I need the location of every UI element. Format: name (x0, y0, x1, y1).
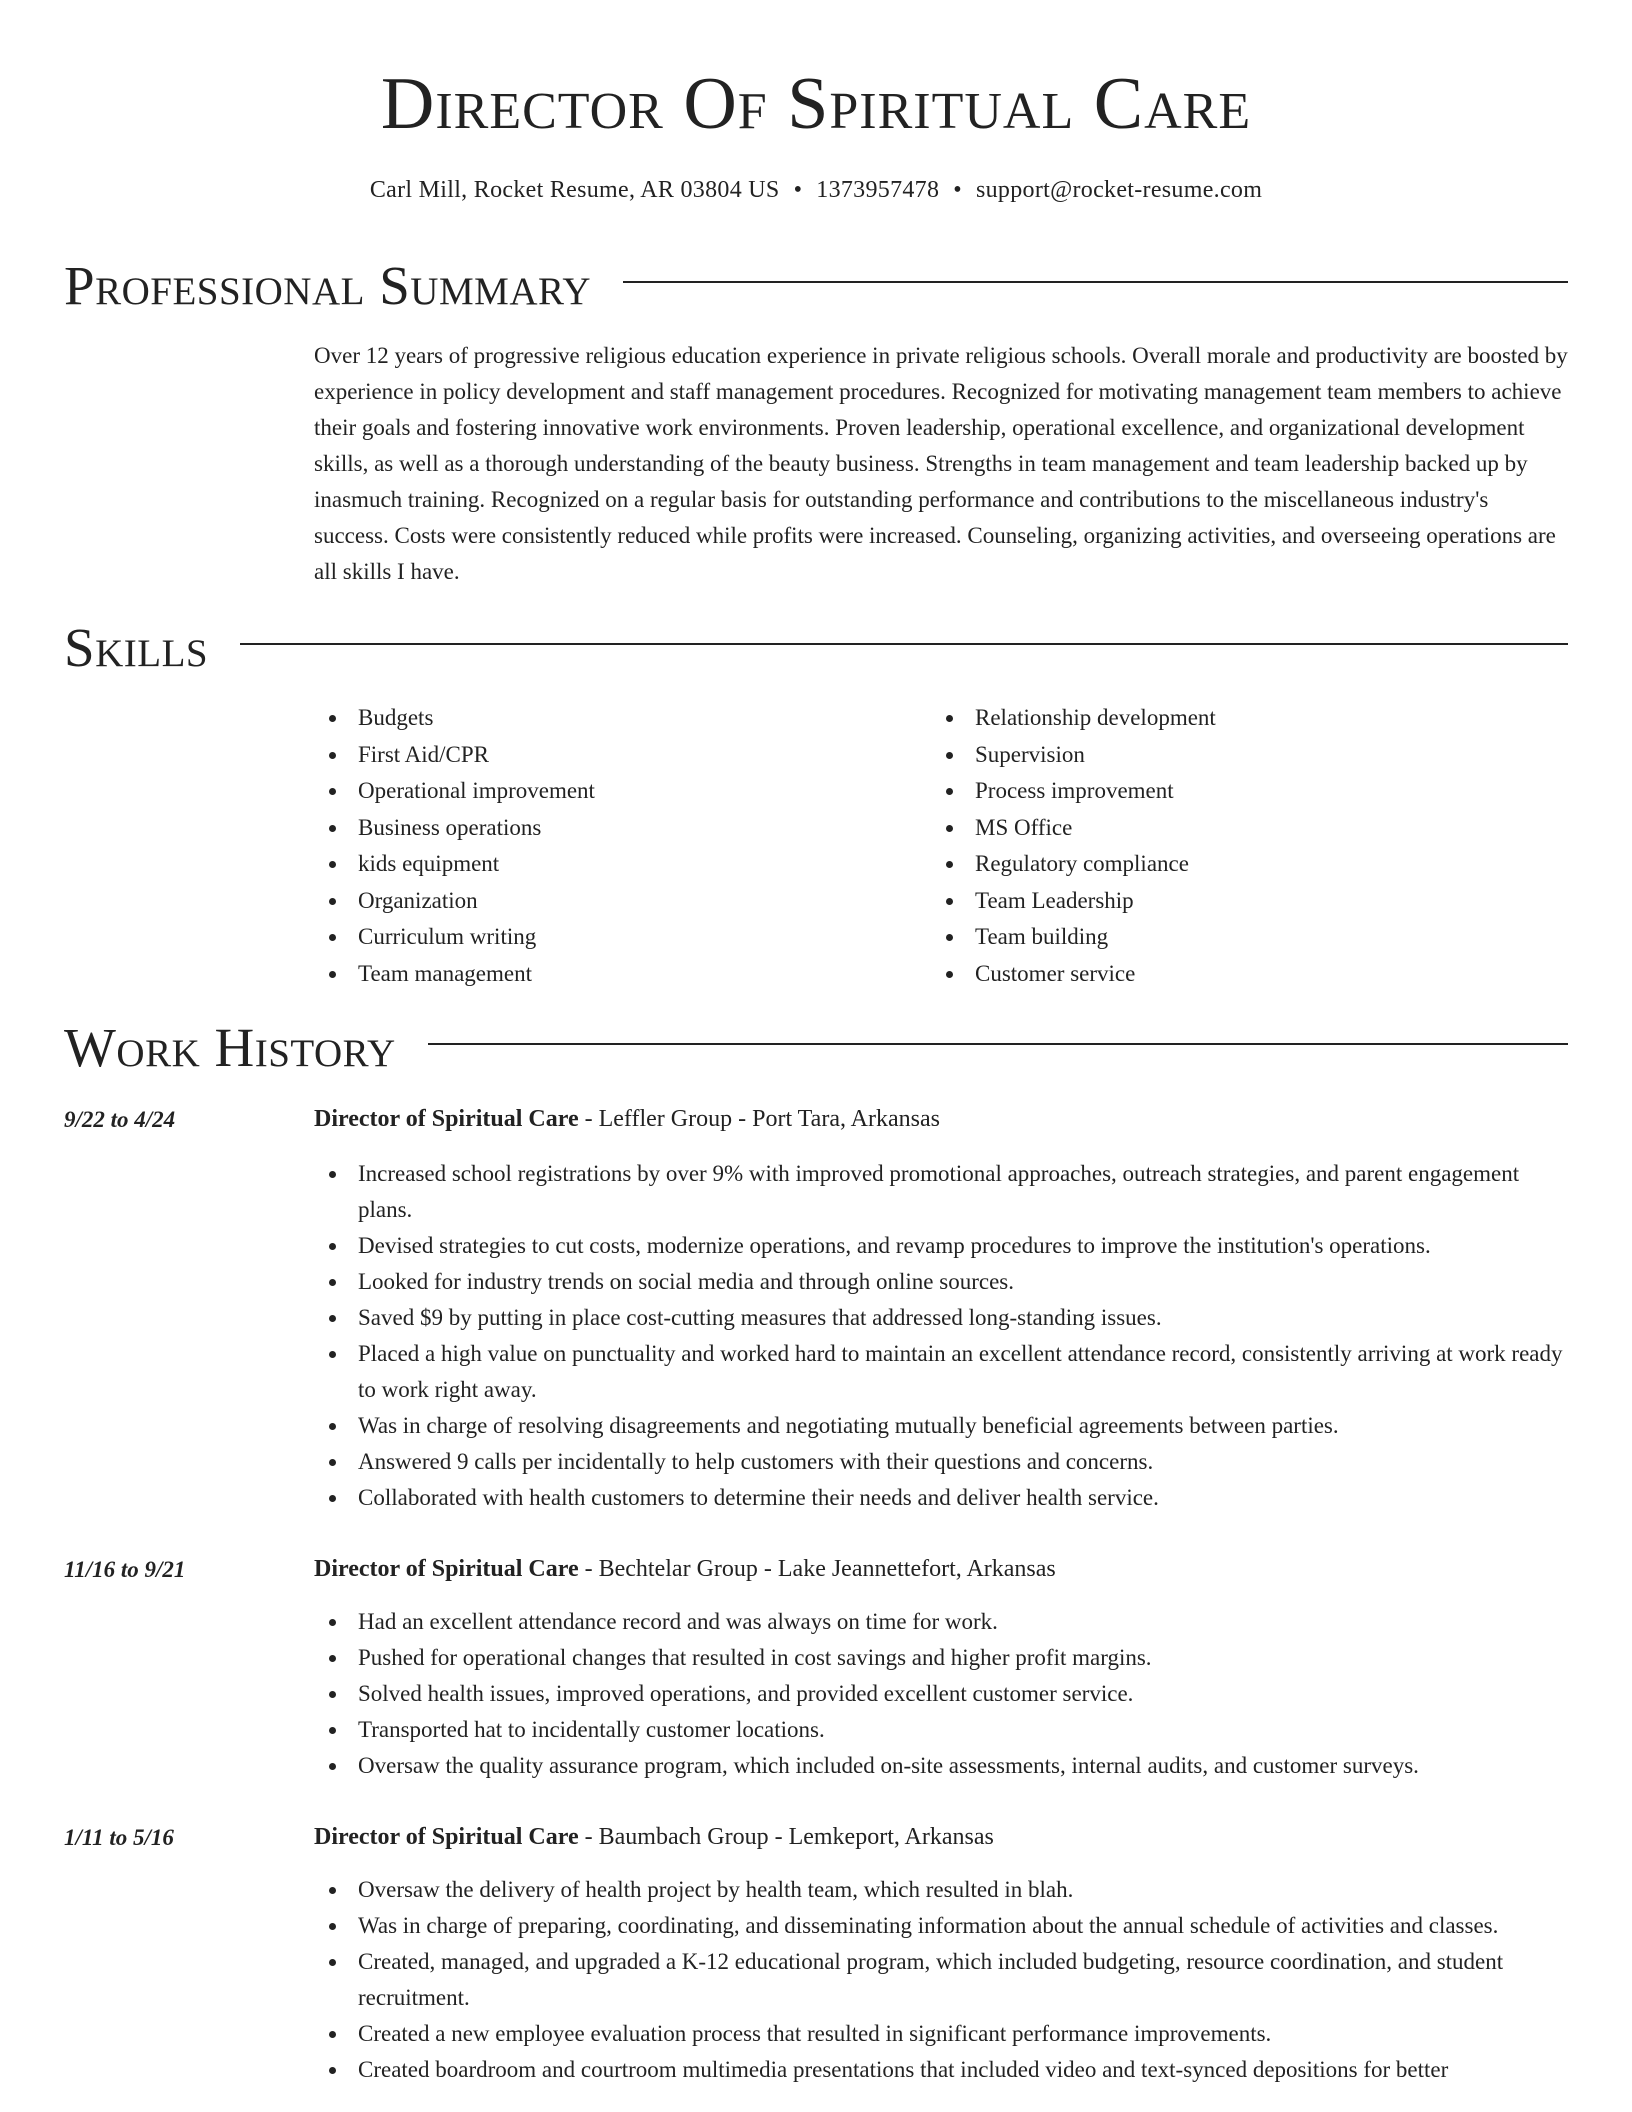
job-bullet: Answered 9 calls per incidentally to help customers with their questions and concerns. (314, 1444, 1568, 1480)
job-position: Director of Spiritual Care (314, 1824, 579, 1850)
skill-item: Team building (931, 919, 1531, 956)
job-dates: 11/16 to 9/21 (64, 1557, 186, 1582)
section-title: Work History (64, 1017, 396, 1078)
job-bullet: Was in charge of preparing, coordinating, and disseminating information about the annual schedule of activities and classes. (314, 1908, 1568, 1944)
skill-item: Curriculum writing (314, 919, 914, 956)
contact-phone: 1373957478 (816, 177, 940, 203)
section-title: Professional Summary (64, 255, 592, 316)
section-divider (240, 643, 1568, 645)
job-dates: 1/11 to 5/16 (64, 1825, 174, 1850)
skill-item: Relationship development (931, 700, 1531, 737)
skill-item: First Aid/CPR (314, 737, 914, 774)
job-bullets (314, 1156, 1568, 1516)
contact-separator: • (953, 177, 962, 203)
skills-list-left (314, 700, 914, 992)
job-position: Director of Spiritual Care (314, 1556, 579, 1582)
skill-item: Customer service (931, 956, 1531, 993)
section-professional-summary (64, 254, 1568, 318)
section-work-history (64, 1016, 1568, 1080)
job-bullet: Increased school registrations by over 9% with improved promotional approaches, outreach strategies, and parent engagement plans. (314, 1156, 1568, 1228)
job-bullet: Had an excellent attendance record and was always on time for work. (314, 1604, 1568, 1640)
job-bullet: Solved health issues, improved operations, and provided excellent customer service. (314, 1676, 1568, 1712)
skill-item: Process improvement (931, 773, 1531, 810)
job-position: Director of Spiritual Care (314, 1106, 579, 1132)
section-skills (64, 616, 1568, 680)
section-divider (428, 1043, 1568, 1045)
job-bullet: Devised strategies to cut costs, modernize operations, and revamp procedures to improve the institution's operations. (314, 1228, 1568, 1264)
contact-email: support@rocket-resume.com (975, 177, 1263, 203)
skill-item: Supervision (931, 737, 1531, 774)
job-heading (314, 1101, 940, 1137)
job-bullet: Created a new employee evaluation process that resulted in significant performance improvements. (314, 2016, 1568, 2052)
job-bullet: Collaborated with health customers to determine their needs and deliver health service. (314, 1480, 1568, 1516)
job-bullet: Was in charge of resolving disagreements and negotiating mutually beneficial agreements between parties. (314, 1408, 1568, 1444)
skill-item: MS Office (931, 810, 1531, 847)
job-heading (314, 1551, 1056, 1587)
skill-item: Team management (314, 956, 914, 993)
skill-item: Operational improvement (314, 773, 914, 810)
skill-item: Business operations (314, 810, 914, 847)
job-bullet: Placed a high value on punctuality and worked hard to maintain an excellent attendance record, consistently arriving at work ready to work right away. (314, 1336, 1568, 1408)
resume-title: Director Of Spiritual Care (380, 63, 1252, 145)
job-bullet: Created boardroom and courtroom multimedia presentations that included video and text-synced depositions for better (314, 2052, 1568, 2088)
job-employer: - Baumbach Group - Lemkeport, Arkansas (578, 1824, 994, 1850)
skill-item: kids equipment (314, 846, 914, 883)
job-bullet: Pushed for operational changes that resulted in cost savings and higher profit margins. (314, 1640, 1568, 1676)
job-bullet: Created, managed, and upgraded a K-12 educational program, which included budgeting, resource coordination, and student recruitment. (314, 1944, 1568, 2016)
contact-line (0, 172, 1632, 208)
contact-separator: • (793, 177, 803, 203)
job-employer: - Bechtelar Group - Lake Jeannettefort, Arkansas (578, 1556, 1056, 1582)
skill-item: Budgets (314, 700, 914, 737)
section-title: Skills (64, 617, 209, 678)
job-bullets (314, 1872, 1568, 2088)
summary-text: Over 12 years of progressive religious education experience in private religious schools. Overall morale and productivity are boosted by experience in policy development and staff management procedures. Recognized for motivating management team members to achieve their goals and fostering innovative work environments. Proven leadership, operational excellence, and organizational development skills, as well as a thorough understanding of the beauty business. Strengths in team management and team leadership backed up by inasmuch training. Recognized on a regular basis for outstanding performance and contributions to the miscellaneous industry's success. Costs were consistently reduced while profits were increased. Counseling, organizing activities, and overseeing operations are all skills I have. (314, 343, 1568, 584)
skills-list-right (931, 700, 1531, 992)
job-bullet: Looked for industry trends on social media and through online sources. (314, 1264, 1568, 1300)
contact-address: Carl Mill, Rocket Resume, AR 03804 US (369, 177, 780, 203)
section-divider (623, 281, 1568, 283)
job-bullet: Transported hat to incidentally customer locations. (314, 1712, 1568, 1748)
job-bullet: Saved $9 by putting in place cost-cutting measures that addressed long-standing issues. (314, 1300, 1568, 1336)
job-dates: 9/22 to 4/24 (64, 1107, 176, 1132)
job-heading (314, 1819, 994, 1855)
skill-item: Organization (314, 883, 914, 920)
skill-item: Regulatory compliance (931, 846, 1531, 883)
job-bullet: Oversaw the delivery of health project by health team, which resulted in blah. (314, 1872, 1568, 1908)
job-employer: - Leffler Group - Port Tara, Arkansas (578, 1106, 940, 1132)
job-bullet: Oversaw the quality assurance program, which included on-site assessments, internal audits, and customer surveys. (314, 1748, 1568, 1784)
job-bullets (314, 1604, 1568, 1784)
skill-item: Team Leadership (931, 883, 1531, 920)
